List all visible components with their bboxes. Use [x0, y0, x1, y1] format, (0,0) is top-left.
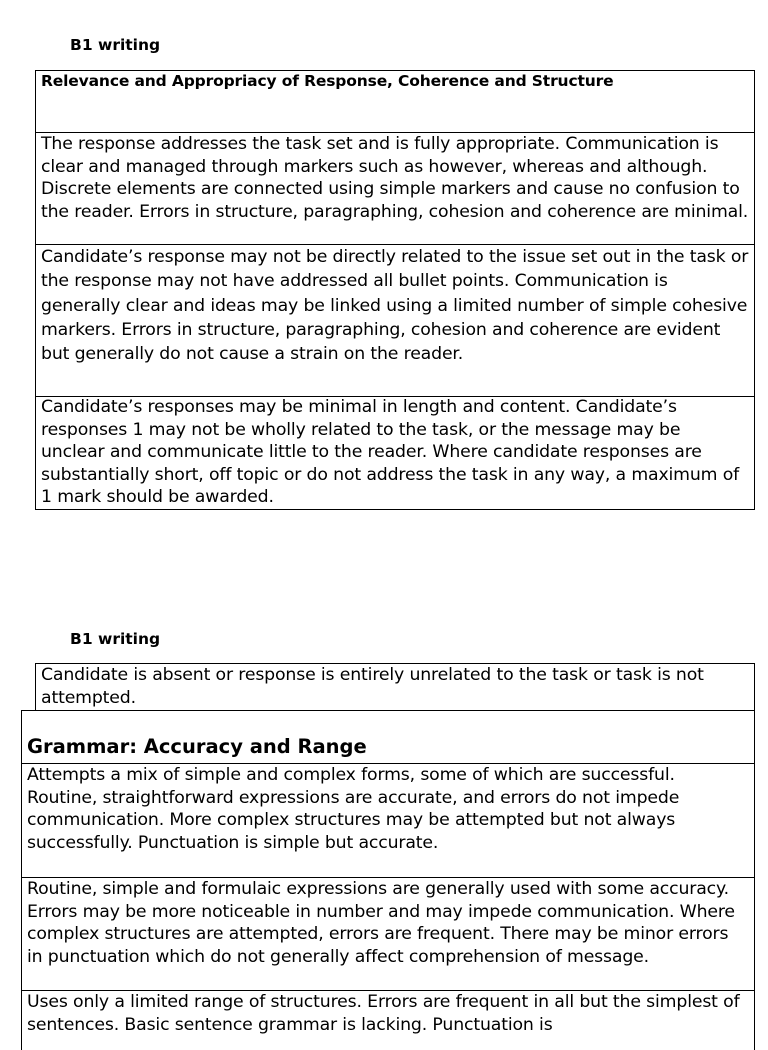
band-descriptor: Candidate’s responses may be minimal in length and content. Candidate’s responses 1 may not be wholly related to the task, or the message may be unclear and communicate little to the reader. Where candidate responses are substantially short, off topic or do not address the task in any way, a maximum of 1 mark should be awarded.	[41, 397, 740, 508]
criteria-header: Relevance and Appropriacy of Response, Coherence and Structure	[41, 72, 614, 90]
band-row	[21, 763, 755, 878]
band-descriptor: Candidate is absent or response is entirely unrelated to the task or task is not attempted.	[41, 665, 704, 708]
section-label: B1 writing	[70, 36, 161, 54]
band-row	[21, 877, 755, 991]
band-row	[35, 396, 755, 510]
band-descriptor: Routine, simple and formulaic expressions are generally used with some accuracy. Errors may be more noticeable in number and may impede communication. Where complex structures are attempted, errors are frequent. There may be minor errors in punctuation which do not generally affect comprehension of message.	[27, 879, 735, 967]
band-row	[35, 244, 755, 397]
criteria-header-cell	[35, 70, 755, 133]
band-row	[35, 132, 755, 245]
criteria-header: Grammar: Accuracy and Range	[27, 735, 367, 758]
band-descriptor: The response addresses the task set and is fully appropriate. Communication is clear and managed through markers such as however, whereas and although. Discrete elements are connected using simple markers and cause no confusion to the reader. Errors in structure, paragraphing, cohesion and coherence are minimal.	[41, 134, 749, 222]
band-descriptor: Uses only a limited range of structures. Errors are frequent in all but the simplest of sentences. Basic sentence grammar is lacking. Punctuation is	[27, 992, 740, 1035]
band-row	[35, 663, 755, 711]
band-row	[21, 990, 755, 1050]
criteria-header-cell	[21, 710, 755, 764]
band-descriptor: Candidate’s response may not be directly related to the issue set out in the task or the response may not have addressed all bullet points. Communication is generally clear and ideas may be linked using a limited number of simple cohesive markers. Errors in structure, paragraphing, cohesion and coherence are evident but generally do not cause a strain on the reader.	[41, 247, 749, 365]
section-label: B1 writing	[70, 630, 161, 648]
band-descriptor: Attempts a mix of simple and complex forms, some of which are successful. Routine, straightforward expressions are accurate, and errors do not impede communication. More complex structures may be attempted but not always successfully. Punctuation is simple but accurate.	[27, 765, 680, 853]
